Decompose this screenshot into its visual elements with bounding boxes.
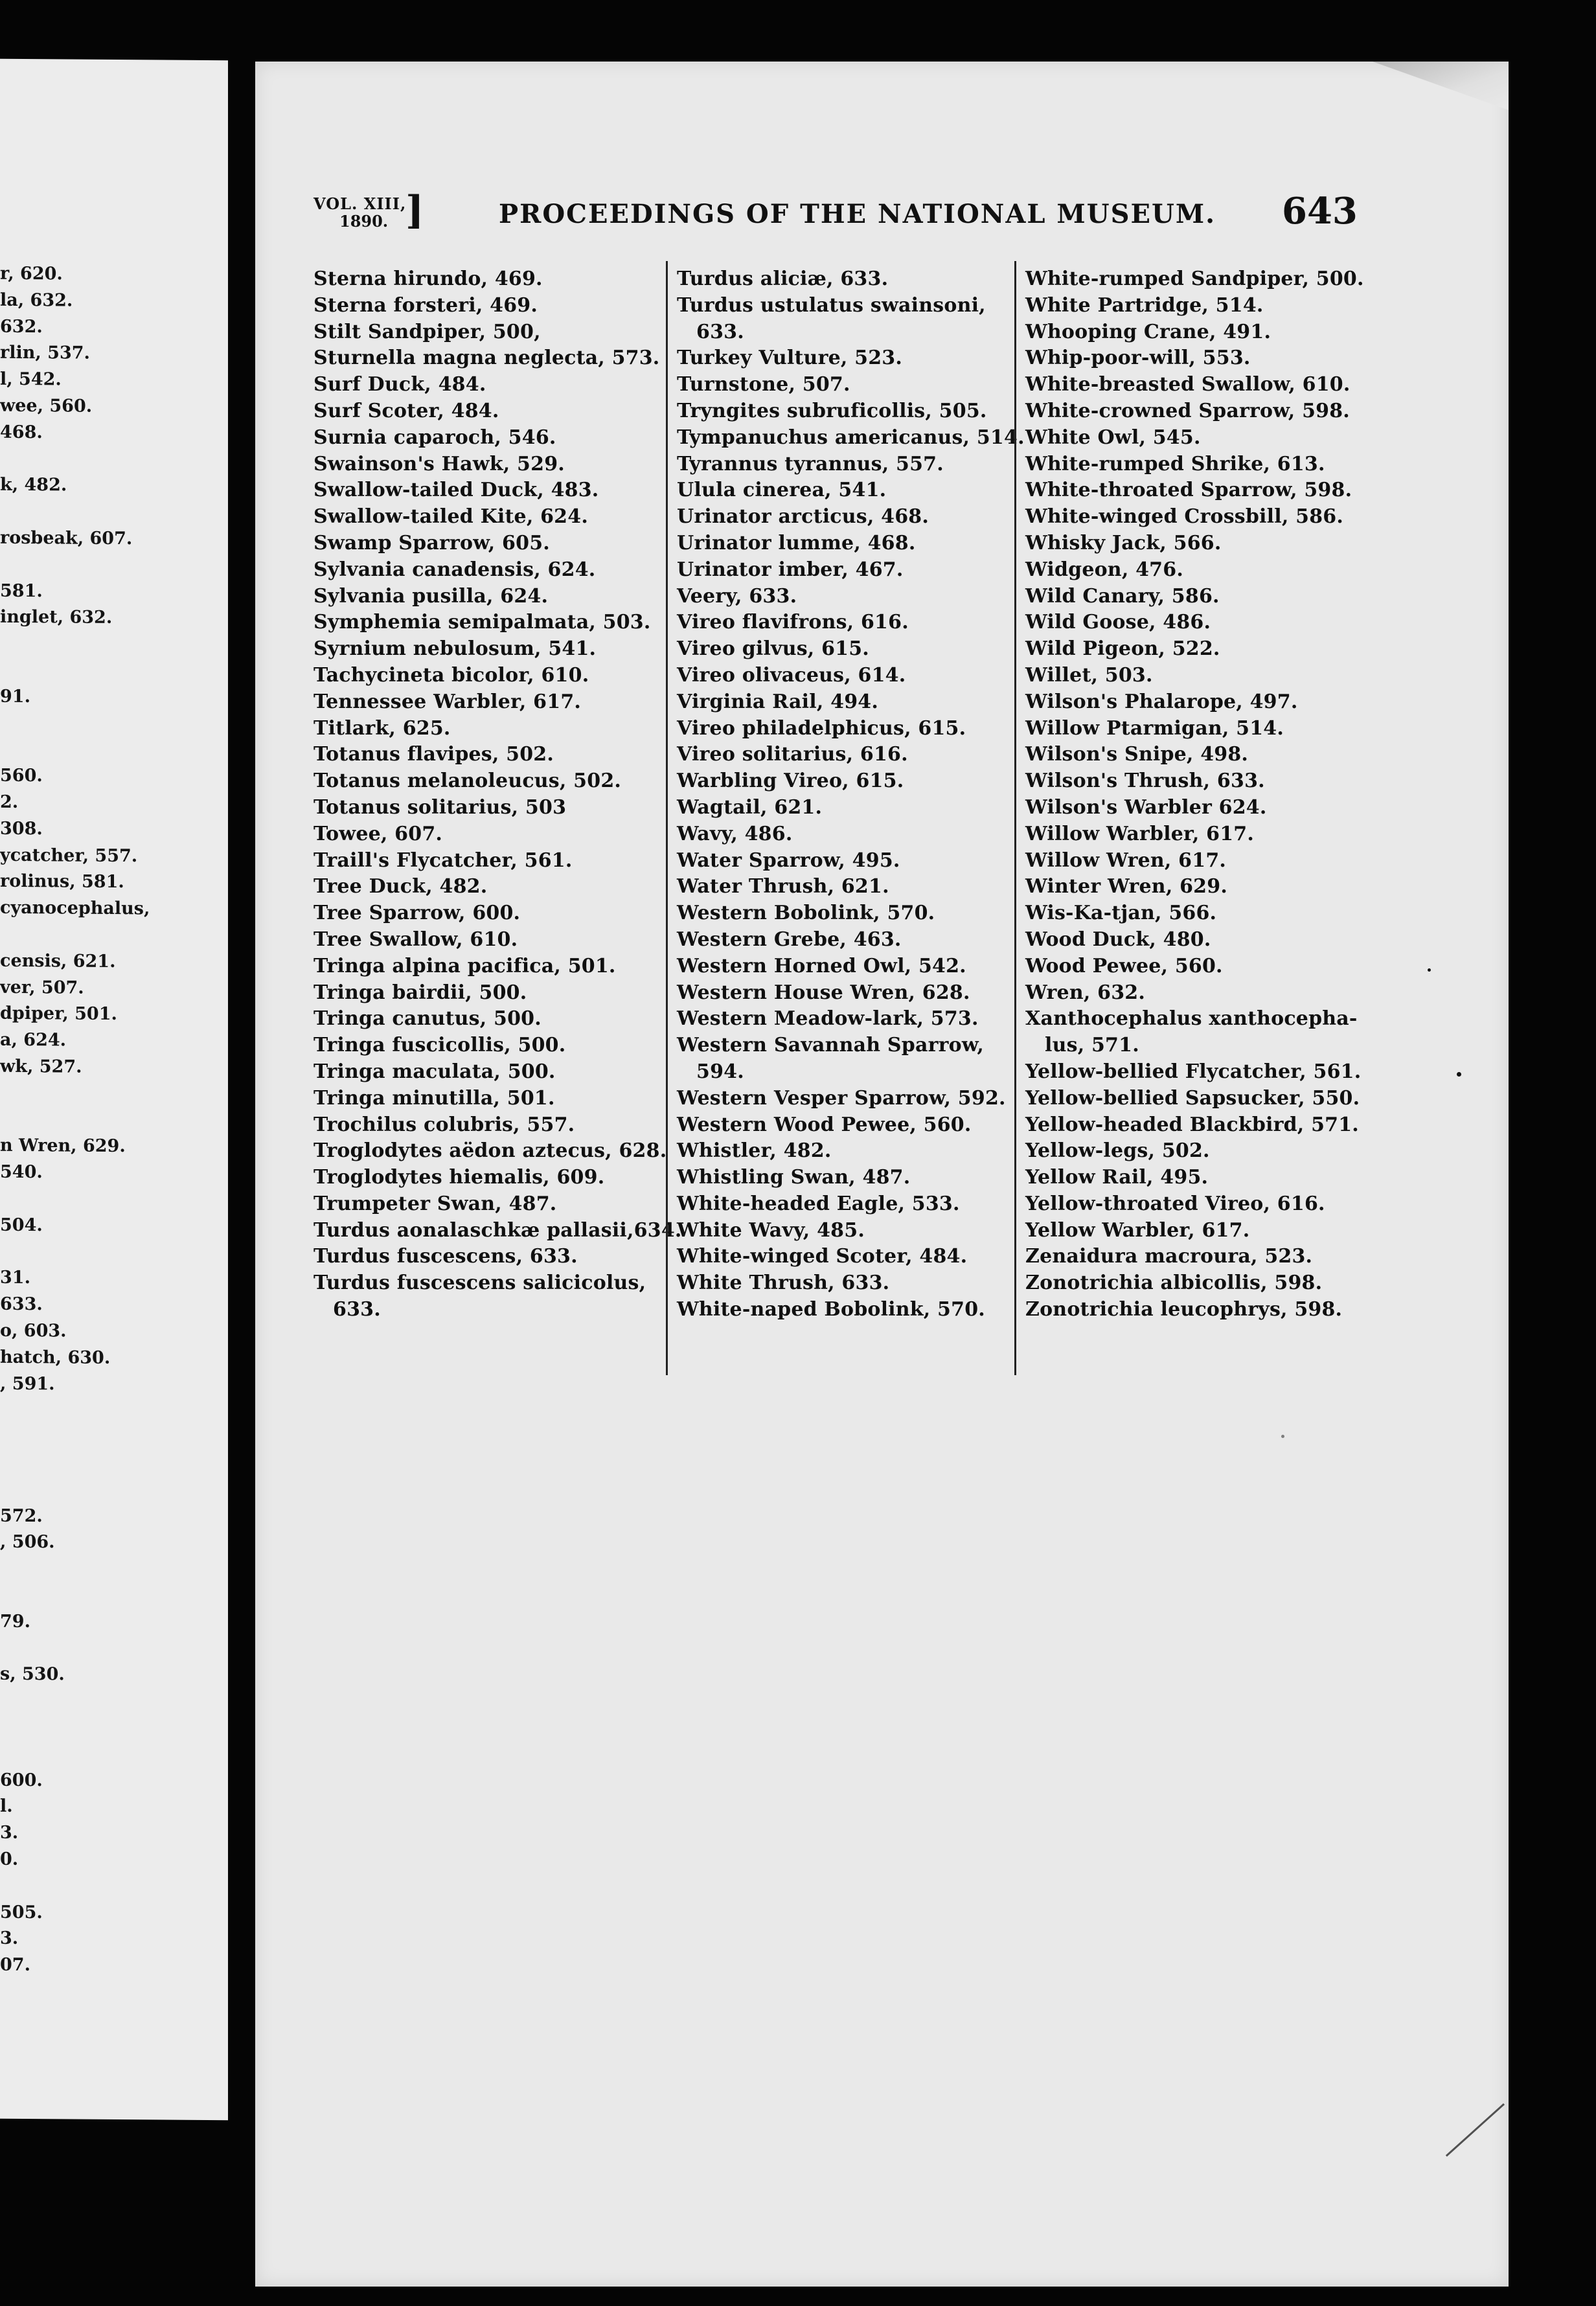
- index-entry: Whistling Swan, 487.: [677, 1166, 911, 1189]
- index-entry: Turdus fuscescens salicicolus,: [314, 1272, 646, 1295]
- index-entry: Tringa alpina pacifica, 501.: [314, 954, 616, 977]
- index-entry: Urinator arcticus, 468.: [677, 505, 929, 529]
- index-entry: White Owl, 545.: [1025, 426, 1201, 449]
- index-entry: Surf Scoter, 484.: [314, 399, 499, 422]
- index-entry: Tringa maculata, 500.: [314, 1060, 556, 1083]
- left-page-fragment: wk, 527.: [0, 1056, 82, 1077]
- left-page-fragment: ver, 507.: [0, 977, 84, 998]
- index-entry: Water Sparrow, 495.: [677, 849, 900, 872]
- index-entry: Yellow-legs, 502.: [1025, 1139, 1210, 1163]
- index-entry: Titlark, 625.: [314, 716, 451, 740]
- index-entry: Tringa fuscicollis, 500.: [314, 1034, 566, 1057]
- left-page-fragment: 91.: [0, 686, 30, 707]
- index-entry: Western Wood Pewee, 560.: [677, 1113, 972, 1136]
- index-entry: 594.: [696, 1060, 744, 1083]
- index-entry: White-winged Scoter, 484.: [677, 1245, 968, 1268]
- index-entry: Wild Pigeon, 522.: [1025, 637, 1220, 661]
- index-entry: Surf Duck, 484.: [314, 373, 486, 396]
- left-page-fragment: 504.: [0, 1215, 43, 1236]
- index-entry: Veery, 633.: [677, 584, 797, 608]
- index-entry: Tringa canutus, 500.: [314, 1007, 542, 1031]
- index-entry: Troglodytes hiemalis, 609.: [314, 1166, 605, 1189]
- index-entry: White-throated Sparrow, 598.: [1025, 479, 1352, 502]
- index-entry: Sterna forsteri, 469.: [314, 293, 538, 317]
- index-entry: Trumpeter Swan, 487.: [314, 1192, 557, 1215]
- left-page-fragment: 581.: [0, 580, 43, 601]
- running-title: PROCEEDINGS OF THE NATIONAL MUSEUM.: [499, 199, 1216, 229]
- index-entry: Swallow-tailed Kite, 624.: [314, 505, 588, 529]
- left-page-fragment: n Wren, 629.: [0, 1136, 126, 1157]
- index-entry: Western Savannah Sparrow,: [677, 1034, 985, 1057]
- left-page-fragment: r, 620.: [0, 263, 63, 284]
- left-page-fragment: s, 530.: [0, 1664, 65, 1685]
- index-entry: Wavy, 486.: [677, 822, 793, 845]
- index-entry: Zonotrichia albicollis, 598.: [1025, 1272, 1323, 1295]
- index-entry: Tyrannus tyrannus, 557.: [677, 452, 944, 475]
- index-entry: Totanus melanoleucus, 502.: [314, 770, 622, 793]
- index-entry: Water Thrush, 621.: [677, 875, 889, 898]
- index-entry: Swamp Sparrow, 605.: [314, 531, 550, 554]
- index-entry: Trochilus colubris, 557.: [314, 1113, 575, 1136]
- index-entry: White Wavy, 485.: [677, 1218, 865, 1242]
- index-entry: Whooping Crane, 491.: [1025, 320, 1271, 343]
- index-entry: Towee, 607.: [314, 822, 443, 845]
- index-entry: Wood Duck, 480.: [1025, 928, 1211, 951]
- page-number: 643: [1282, 190, 1358, 233]
- left-page-fragment: 3.: [0, 1928, 19, 1949]
- index-entry: Stilt Sandpiper, 500,: [314, 320, 541, 343]
- index-entry: Wren, 632.: [1025, 981, 1146, 1004]
- index-entry: Willow Warbler, 617.: [1025, 822, 1254, 845]
- index-entry: Tringa minutilla, 501.: [314, 1086, 555, 1110]
- index-entry: Wild Canary, 586.: [1025, 584, 1220, 608]
- index-column-3: [1014, 261, 1362, 1375]
- index-entry: Totanus flavipes, 502.: [314, 743, 554, 766]
- index-entry: White Partridge, 514.: [1025, 293, 1264, 317]
- index-entry: Totanus solitarius, 503: [314, 795, 567, 819]
- left-page-fragment: inglet, 632.: [0, 607, 113, 628]
- left-page-fragment: 505.: [0, 1902, 43, 1923]
- index-entry: Western House Wren, 628.: [677, 981, 970, 1004]
- left-page-fragment: 31.: [0, 1268, 30, 1288]
- left-page-fragment: rolinus, 581.: [0, 871, 124, 893]
- index-entry: Zenaidura macroura, 523.: [1025, 1245, 1313, 1268]
- left-page-fragment: 572.: [0, 1505, 43, 1526]
- left-page-fragment: 560.: [0, 765, 43, 786]
- index-entry: White-breasted Swallow, 610.: [1025, 373, 1351, 396]
- left-page-fragment: 3.: [0, 1822, 19, 1844]
- index-column-1: [314, 266, 682, 1323]
- left-page-fragment: 0.: [0, 1849, 19, 1869]
- index-entry: Sturnella magna neglecta, 573.: [314, 347, 660, 370]
- index-entry: Wilson's Phalarope, 497.: [1025, 690, 1298, 713]
- index-entry: Yellow-bellied Flycatcher, 561.: [1025, 1060, 1362, 1083]
- index-entry: Vireo philadelphicus, 615.: [677, 716, 966, 740]
- index-entry: lus, 571.: [1045, 1034, 1139, 1057]
- index-entry: Turdus fuscescens, 633.: [314, 1245, 578, 1268]
- ink-speck: [1281, 1435, 1284, 1438]
- index-entry: White-headed Eagle, 533.: [677, 1192, 960, 1215]
- index-entry: Turdus ustulatus swainsoni,: [677, 293, 986, 317]
- index-entries: [314, 266, 682, 1323]
- index-entries: [677, 266, 1025, 1323]
- index-entry: White-rumped Shrike, 613.: [1025, 452, 1325, 475]
- index-entry: Willow Wren, 617.: [1025, 849, 1227, 872]
- index-entry: Turdus aliciæ, 633.: [677, 268, 889, 290]
- index-entry: Tryngites subruficollis, 505.: [677, 399, 987, 422]
- left-page-fragment: hatch, 630.: [0, 1347, 111, 1368]
- index-entry: Western Meadow-lark, 573.: [677, 1007, 979, 1031]
- index-entry: White-naped Bobolink, 570.: [677, 1298, 985, 1321]
- left-page-fragment: o, 603.: [0, 1320, 67, 1341]
- index-entry: Tree Duck, 482.: [314, 875, 488, 898]
- left-page-fragment: la, 632.: [0, 290, 73, 311]
- page-tear-mark: [1446, 2103, 1553, 2209]
- left-page-fragment: , 506.: [0, 1532, 55, 1553]
- left-page-fragment: ycatcher, 557.: [0, 845, 138, 866]
- index-entry: Tennessee Warbler, 617.: [314, 690, 582, 713]
- index-entry: Western Bobolink, 570.: [677, 902, 935, 925]
- index-entry: Sterna hirundo, 469.: [314, 268, 543, 290]
- index-entry: Virginia Rail, 494.: [677, 690, 879, 713]
- ink-speck: [1428, 968, 1431, 972]
- left-page-fragment: k, 482.: [0, 475, 67, 496]
- left-page-fragment: dpiper, 501.: [0, 1003, 117, 1025]
- index-entry: Urinator imber, 467.: [677, 558, 904, 581]
- left-page-fragment: a, 624.: [0, 1029, 67, 1051]
- left-page-fragment: 308.: [0, 818, 43, 839]
- index-entry: Wilson's Thrush, 633.: [1025, 770, 1265, 793]
- index-entry: White-crowned Sparrow, 598.: [1025, 399, 1350, 422]
- index-entry: Vireo flavifrons, 616.: [677, 611, 909, 634]
- index-entry: Turkey Vulture, 523.: [677, 347, 903, 370]
- index-entry: Winter Wren, 629.: [1025, 875, 1227, 898]
- index-entry: Yellow-throated Vireo, 616.: [1025, 1192, 1325, 1215]
- index-entry: Willow Ptarmigan, 514.: [1025, 716, 1284, 740]
- index-entry: Xanthocephalus xanthocepha-: [1025, 1007, 1358, 1031]
- left-page-fragment: rlin, 537.: [0, 343, 90, 364]
- left-page-fragment: 600.: [0, 1770, 43, 1790]
- index-entry: White-rumped Sandpiper, 500.: [1025, 268, 1364, 290]
- index-entry: Tree Sparrow, 600.: [314, 902, 521, 925]
- index-entry: Willet, 503.: [1025, 663, 1153, 687]
- left-page-fragment: 633.: [0, 1294, 43, 1315]
- index-entry: White-winged Crossbill, 586.: [1025, 505, 1344, 529]
- index-entry: Wood Pewee, 560.: [1025, 954, 1223, 977]
- index-entry: Whip-poor-will, 553.: [1025, 347, 1251, 370]
- index-entry: Wis-Ka-tjan, 566.: [1025, 902, 1217, 925]
- left-page-fragment: 07.: [0, 1954, 30, 1976]
- left-page-fragment: l.: [0, 1796, 13, 1817]
- index-entry: Syrnium nebulosum, 541.: [314, 637, 597, 661]
- index-entry: Western Grebe, 463.: [677, 928, 902, 951]
- volume-bracket: ]: [405, 188, 424, 233]
- index-entry: Tympanuchus americanus, 514.: [677, 426, 1025, 449]
- left-page-fragment: wee, 560.: [0, 395, 93, 417]
- index-entry: Sylvania canadensis, 624.: [314, 558, 596, 581]
- index-entry: Wilson's Warbler 624.: [1025, 795, 1267, 819]
- index-entry: Yellow Rail, 495.: [1025, 1166, 1209, 1189]
- index-entry: Swainson's Hawk, 529.: [314, 452, 565, 475]
- index-entry: Vireo gilvus, 615.: [677, 637, 869, 661]
- ink-speck: [1457, 1072, 1461, 1077]
- left-page-fragment: 632.: [0, 316, 43, 337]
- index-entry: Troglodytes aëdon aztecus, 628.: [314, 1139, 667, 1163]
- left-page-fragment: 540.: [0, 1161, 43, 1183]
- index-entry: Western Vesper Sparrow, 592.: [677, 1086, 1006, 1110]
- index-entry: Turnstone, 507.: [677, 373, 850, 396]
- index-entry: Wild Goose, 486.: [1025, 611, 1211, 634]
- index-entries: [1025, 266, 1362, 1323]
- index-entry: Warbling Vireo, 615.: [677, 770, 904, 793]
- index-entry: Yellow Warbler, 617.: [1025, 1218, 1250, 1242]
- index-entry: Symphemia semipalmata, 503.: [314, 611, 651, 634]
- index-column-2: [666, 261, 1025, 1375]
- index-entry: Urinator lumme, 468.: [677, 531, 916, 554]
- index-entry: Yellow-headed Blackbird, 571.: [1025, 1113, 1359, 1136]
- index-entry: Turdus aonalaschkæ pallasii,634.: [314, 1218, 682, 1242]
- index-entry: Zonotrichia leucophrys, 598.: [1025, 1298, 1343, 1321]
- left-page-fragment: 79.: [0, 1611, 30, 1632]
- volume-label: [314, 194, 406, 231]
- main-page: [255, 62, 1509, 2287]
- index-entry: Whisky Jack, 566.: [1025, 531, 1222, 554]
- left-page-fragment: cyanocephalus,: [0, 897, 150, 919]
- index-entry: Tree Swallow, 610.: [314, 928, 518, 951]
- index-entry: White Thrush, 633.: [677, 1272, 890, 1295]
- index-entry: Swallow-tailed Duck, 483.: [314, 479, 599, 502]
- left-facing-page: [0, 59, 228, 2120]
- index-entry: Traill's Flycatcher, 561.: [314, 849, 573, 872]
- index-entry: 633.: [333, 1298, 381, 1321]
- index-entry: Tringa bairdii, 500.: [314, 981, 527, 1004]
- index-entry: Widgeon, 476.: [1025, 558, 1183, 581]
- index-entry: Ulula cinerea, 541.: [677, 479, 887, 502]
- volume-year: 1890.: [339, 212, 389, 231]
- volume-number: VOL. XIII,: [314, 194, 407, 213]
- index-entry: Wagtail, 621.: [677, 795, 823, 819]
- index-entry: Sylvania pusilla, 624.: [314, 584, 549, 608]
- index-entry: Surnia caparoch, 546.: [314, 426, 556, 449]
- left-page-fragment: l, 542.: [0, 369, 62, 390]
- index-entry: Tachycineta bicolor, 610.: [314, 663, 589, 687]
- left-page-fragment: rosbeak, 607.: [0, 527, 133, 549]
- index-entry: Wilson's Snipe, 498.: [1025, 743, 1249, 766]
- index-entry: Whistler, 482.: [677, 1139, 832, 1163]
- page-corner-fold: [1373, 62, 1509, 110]
- left-page-fragment: 2.: [0, 792, 19, 812]
- index-entry: 633.: [696, 320, 744, 343]
- index-entry: Western Horned Owl, 542.: [677, 954, 966, 977]
- left-page-fragment: , 591.: [0, 1373, 55, 1394]
- index-entry: Yellow-bellied Sapsucker, 550.: [1025, 1086, 1360, 1110]
- left-page-fragment: censis, 621.: [0, 950, 116, 972]
- index-entry: Vireo solitarius, 616.: [677, 743, 908, 766]
- left-page-fragment: 468.: [0, 422, 43, 443]
- index-entry: Vireo olivaceus, 614.: [677, 663, 906, 687]
